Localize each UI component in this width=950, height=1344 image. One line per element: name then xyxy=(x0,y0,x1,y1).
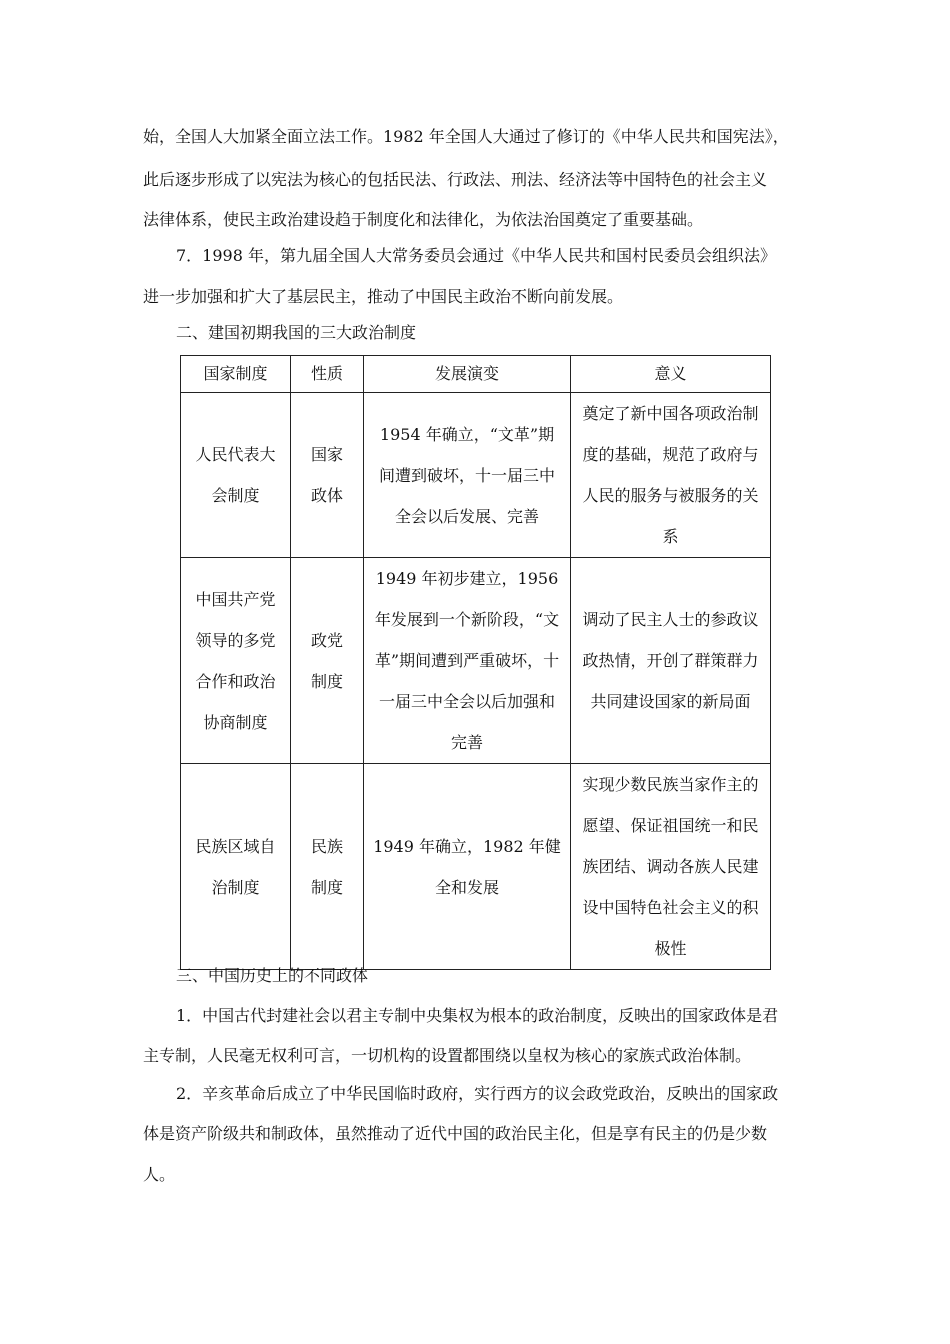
section-heading-3: 三、中国历史上的不同政体 xyxy=(176,966,369,985)
cell-nature: 国家政体 xyxy=(291,393,364,558)
cell-nature: 政党制度 xyxy=(291,558,364,764)
header-cell-system: 国家制度 xyxy=(181,356,291,393)
cell-significance: 实现少数民族当家作主的愿望、保证祖国统一和民族团结、调动各族人民建设中国特色社会主义的积极性 xyxy=(571,764,771,970)
cell-evolution: 1949 年初步建立，1956 年发展到一个新阶段，“文革”期间遭到严重破坏，十一届三中全会以后加强和完善 xyxy=(364,558,571,764)
cell-system: 中国共产党领导的多党合作和政治协商制度 xyxy=(181,558,291,764)
political-systems-table xyxy=(180,355,771,970)
cell-evolution: 1954 年确立，“文革”期间遭到破坏，十一届三中全会以后发展、完善 xyxy=(364,393,571,558)
header-cell-nature: 性质 xyxy=(291,356,364,393)
cell-system: 民族区域自治制度 xyxy=(181,764,291,970)
body-paragraph-line: 进一步加强和扩大了基层民主，推动了中国民主政治不断向前发展。 xyxy=(143,287,624,306)
table-header-row xyxy=(181,356,771,393)
body-paragraph-line: 此后逐步形成了以宪法为核心的包括民法、行政法、刑法、经济法等中国特色的社会主义 xyxy=(143,170,768,189)
table-row xyxy=(181,764,771,970)
body-paragraph-line: 始，全国人大加紧全面立法工作。1982 年全国人大通过了修订的《中华人民共和国宪法》， xyxy=(143,127,789,146)
header-cell-evolution: 发展演变 xyxy=(364,356,571,393)
numbered-item-1: 1．中国古代封建社会以君主专制中央集权为根本的政治制度，反映出的国家政体是君 xyxy=(176,1006,779,1025)
numbered-item-7: 7．1998 年，第九届全国人大常务委员会通过《中华人民共和国村民委员会组织法》 xyxy=(176,246,776,265)
body-paragraph-line: 人。 xyxy=(143,1165,176,1184)
header-cell-significance: 意义 xyxy=(571,356,771,393)
table-row xyxy=(181,558,771,764)
section-heading-2: 二、建国初期我国的三大政治制度 xyxy=(176,323,417,342)
table-row xyxy=(181,393,771,558)
body-paragraph-line: 法律体系，使民主政治建设趋于制度化和法律化，为依法治国奠定了重要基础。 xyxy=(143,210,704,229)
cell-system: 人民代表大会制度 xyxy=(181,393,291,558)
numbered-item-2: 2．辛亥革命后成立了中华民国临时政府，实行西方的议会政党政治，反映出的国家政 xyxy=(176,1084,779,1103)
cell-nature: 民族制度 xyxy=(291,764,364,970)
cell-evolution: 1949 年确立，1982 年健全和发展 xyxy=(364,764,571,970)
body-paragraph-line: 体是资产阶级共和制政体，虽然推动了近代中国的政治民主化，但是享有民主的仍是少数 xyxy=(143,1124,768,1143)
body-paragraph-line: 主专制，人民毫无权利可言，一切机构的设置都围绕以皇权为核心的家族式政治体制。 xyxy=(143,1046,752,1065)
cell-significance: 奠定了新中国各项政治制度的基础，规范了政府与人民的服务与被服务的关系 xyxy=(571,393,771,558)
cell-significance: 调动了民主人士的参政议政热情，开创了群策群力共同建设国家的新局面 xyxy=(571,558,771,764)
